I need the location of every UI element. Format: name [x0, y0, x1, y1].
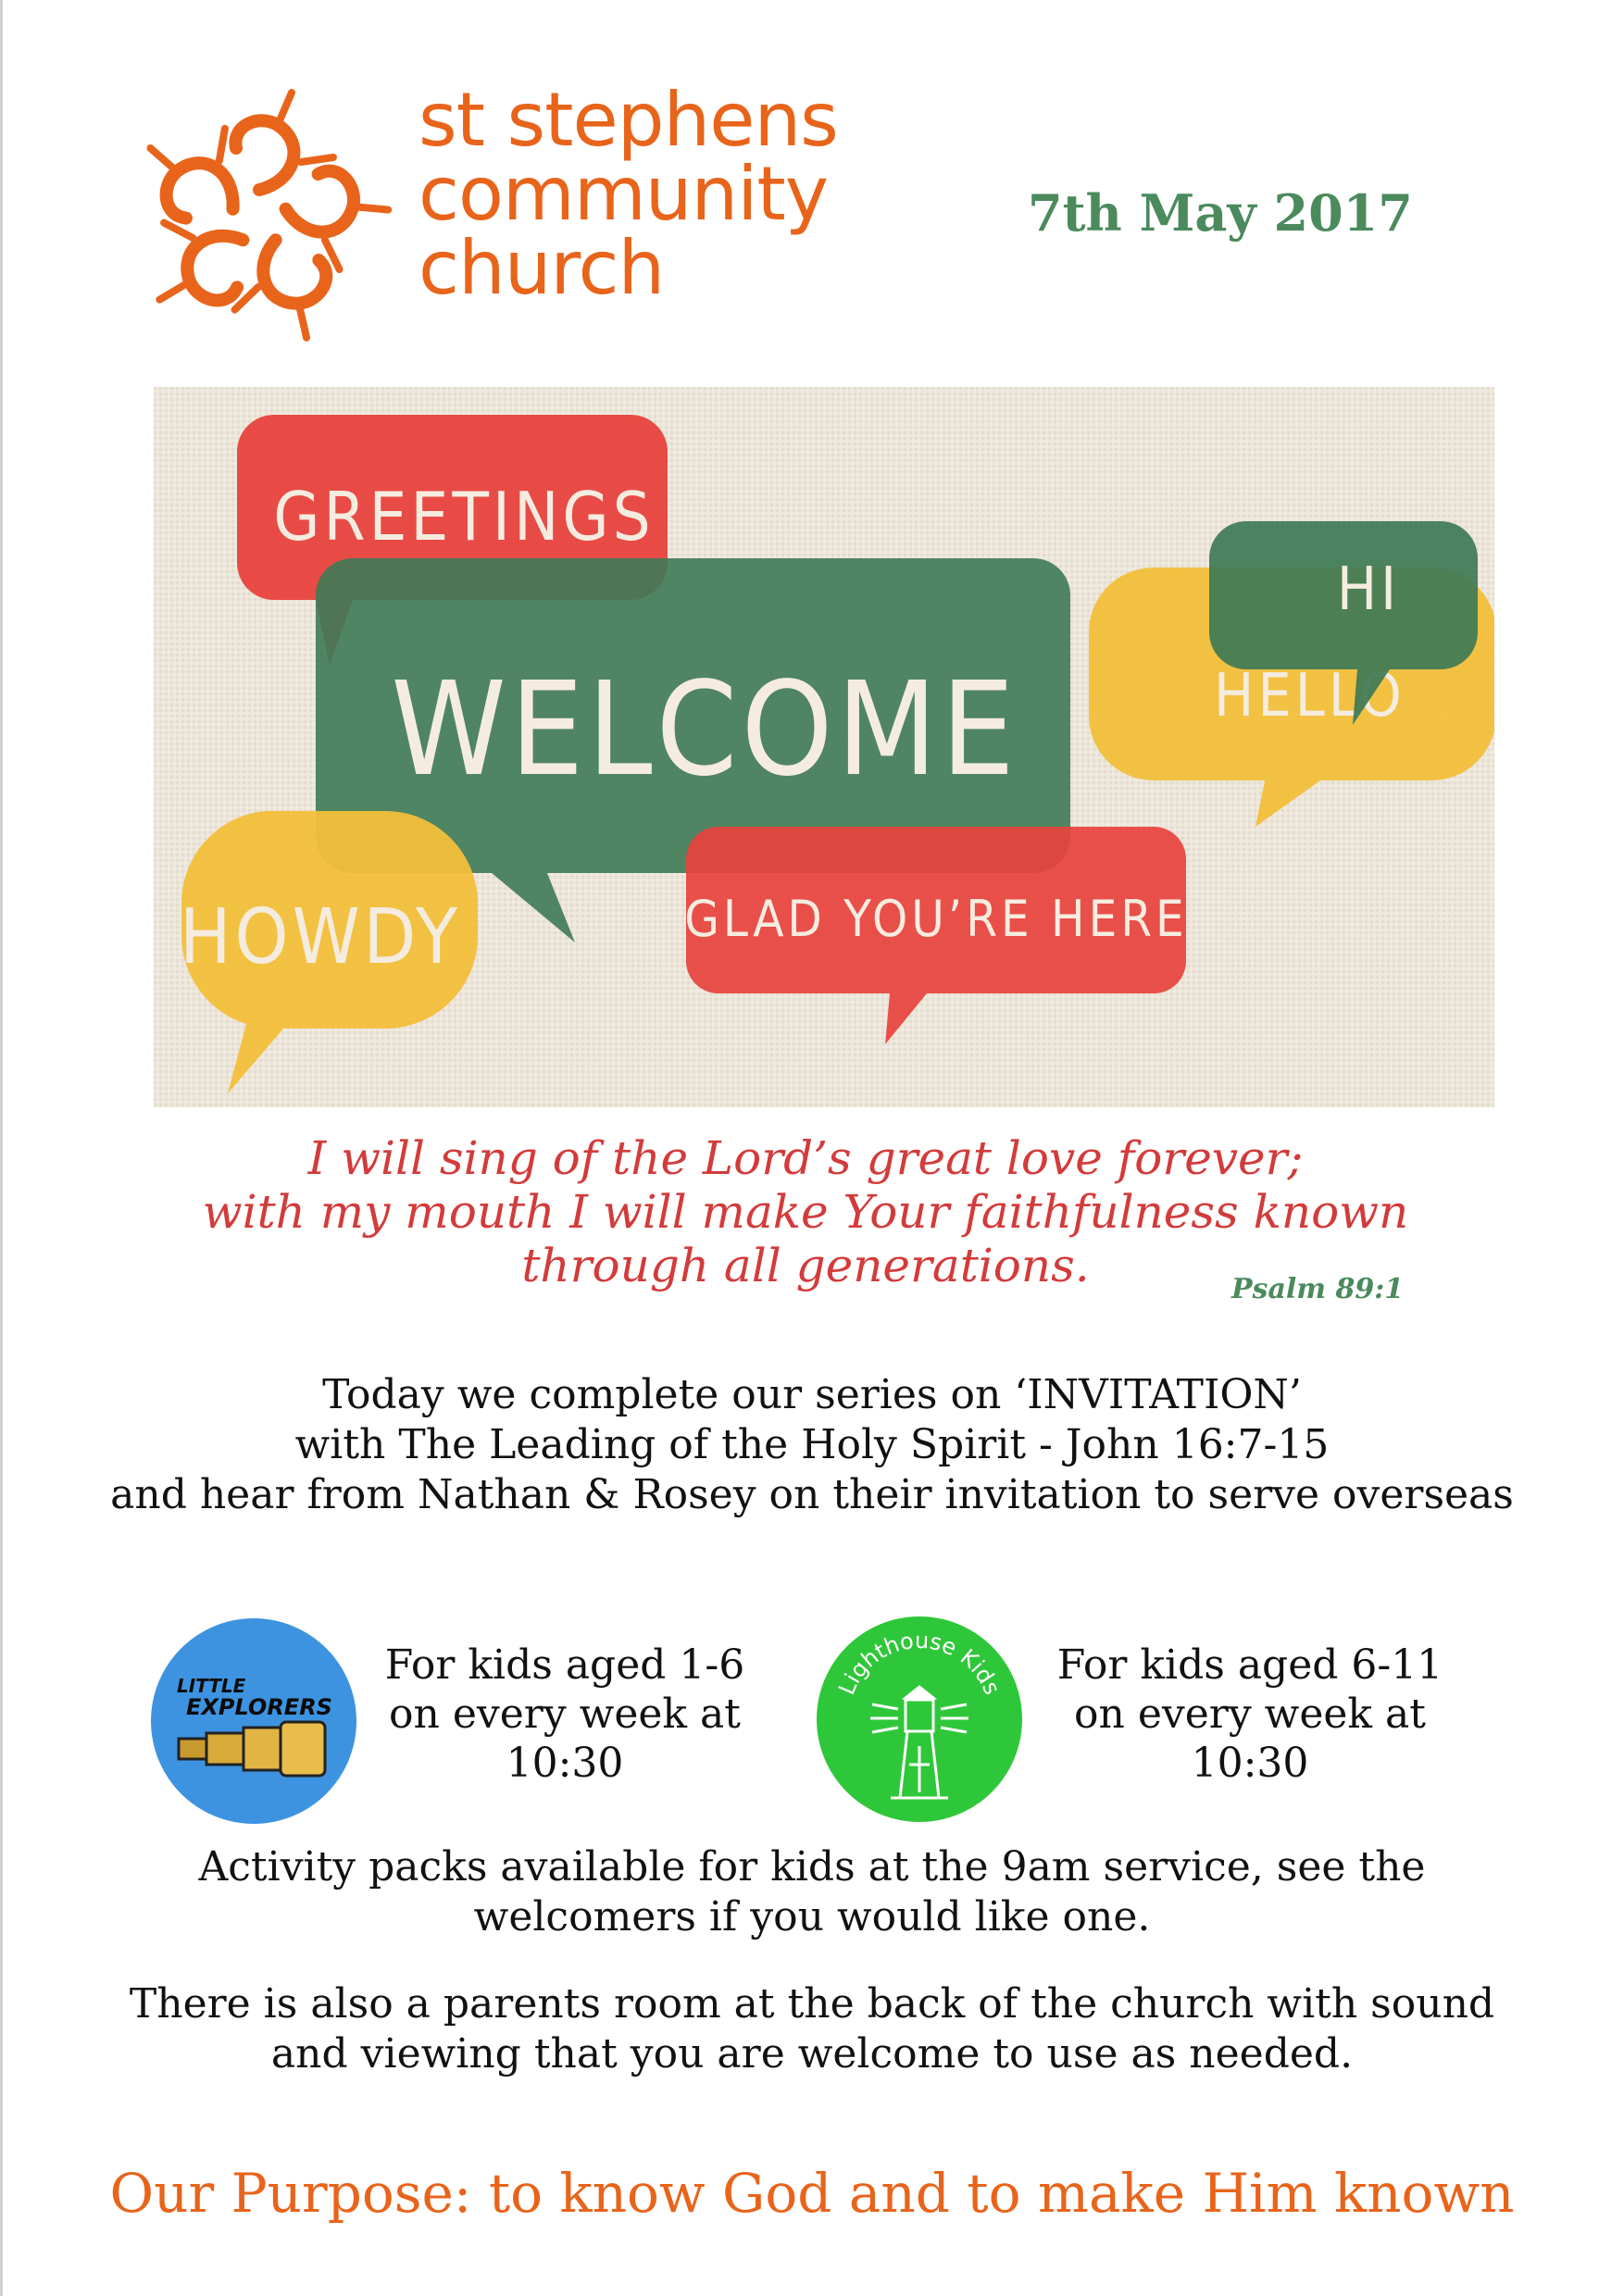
parents-line: There is also a parents room at the back of the church with sound: [129, 1980, 1495, 2028]
howdy-text: HOWDY: [180, 893, 461, 981]
telescope-icon: [179, 1722, 325, 1776]
little-explorers-info: [366, 1641, 764, 1788]
activity-packs-notice: [56, 1842, 1568, 1942]
lighthouse-kids-label: Lighthouse Kids: [833, 1627, 1006, 1699]
glad-text: GLAD YOU’RE HERE: [684, 890, 1188, 948]
scripture-verse: [148, 1131, 1463, 1292]
verse-line: through all generations.: [521, 1239, 1090, 1292]
greetings-text: GREETINGS: [273, 478, 655, 555]
verse-reference: Psalm 89:1: [1231, 1273, 1405, 1305]
church-logo-icon: [120, 88, 398, 347]
kids-info-line: For kids aged 1-6: [384, 1641, 745, 1689]
series-announcement: [56, 1370, 1568, 1520]
series-line: Today we complete our series on ‘INVITATION’: [322, 1371, 1302, 1418]
bulletin-date: 7th May 2017: [1028, 183, 1413, 243]
lighthouse-kids-logo: [817, 1616, 1022, 1822]
series-line: with The Leading of the Holy Spirit - John 16:7-15: [294, 1421, 1330, 1468]
church-name: [418, 77, 900, 311]
kids-info-line: 10:30: [1191, 1740, 1309, 1787]
kids-info-line: on every week at: [389, 1691, 741, 1738]
kids-info-line: For kids aged 6-11: [1056, 1641, 1443, 1689]
little-explorers-line2: EXPLORERS: [186, 1694, 332, 1720]
verse-line: with my mouth I will make Your faithfulness known: [202, 1185, 1409, 1239]
activity-line: Activity packs available for kids at the 9am service, see the: [198, 1843, 1426, 1890]
hello-text: HELLO: [1214, 662, 1405, 730]
page-edge: [0, 0, 3, 2296]
little-explorers-line1: LITTLE: [177, 1675, 246, 1697]
little-explorers-logo: [151, 1618, 356, 1824]
parents-room-notice: [56, 1979, 1568, 2079]
church-name-line: church: [418, 225, 665, 311]
verse-line: I will sing of the Lord’s great love forever;: [307, 1131, 1304, 1185]
lighthouse-kids-info: [1037, 1641, 1463, 1788]
church-name-line: community: [418, 151, 829, 237]
parents-line: and viewing that you are welcome to use as needed.: [270, 2030, 1354, 2078]
kids-info-line: on every week at: [1074, 1691, 1426, 1738]
activity-line: welcomers if you would like one.: [473, 1893, 1151, 1940]
welcome-banner: [154, 387, 1494, 1107]
series-line: and hear from Nathan & Rosey on their invitation to serve overseas: [110, 1471, 1514, 1518]
hi-text: HI: [1336, 555, 1401, 624]
kids-info-line: 10:30: [506, 1740, 624, 1787]
church-name-line: st stephens: [418, 77, 838, 163]
welcome-text: WELCOME: [391, 655, 1018, 805]
lighthouse-icon: [870, 1687, 968, 1798]
purpose-statement: Our Purpose: to know God and to make Him known: [109, 2162, 1515, 2225]
